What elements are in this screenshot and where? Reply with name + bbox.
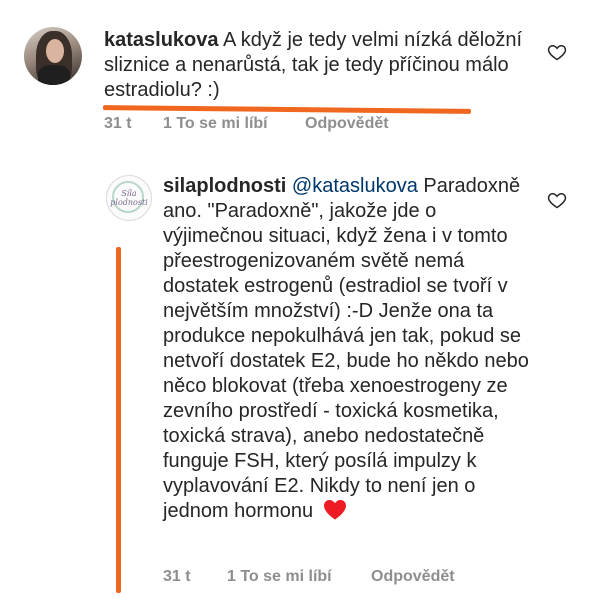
comment-body [104, 28, 524, 103]
comment-username[interactable]: kataslukova [104, 29, 219, 51]
heart-outline-icon[interactable] [547, 42, 567, 62]
reply-mention[interactable]: @kataslukova [291, 175, 418, 197]
reply-button[interactable]: Odpovědět [305, 115, 389, 132]
reply-reply-button[interactable]: Odpovědět [371, 568, 455, 585]
highlight-underline [103, 105, 471, 114]
comment-text: A když je tedy velmi nízká děložní sliznice a nenarůstá, tak je tedy příčinou málo estradiolu? :) [104, 29, 523, 101]
highlight-bar [116, 247, 121, 593]
reply-likes[interactable]: 1 To se mi líbí [227, 568, 332, 585]
red-heart-emoji-icon [323, 499, 347, 520]
heart-outline-icon[interactable] [547, 190, 567, 210]
reply-text: Paradoxně ano. "Paradoxně", jakože jde o výjimečnou situaci, když žena i v tomto přeestrogenizovaném světě nemá dostatek estrogenů (estradiol se tvoří v největším množství) :-D Jenže ona ta produkce nepokulhává jen tak, pokud se netvoří dostatek E2, bude ho někdo nebo něco blokovat (třeba xenoestrogeny ze zevního prostředí - toxická kosmetika, toxická strava), anebo nedostatečně funguje FSH, který posílá impulzy k vyplavování E2. Nikdy to není jen o jednom hormonu [163, 175, 529, 522]
comment-time: 31 t [104, 115, 132, 132]
reply-body [163, 174, 533, 524]
reply-username[interactable]: silaplodnosti [163, 175, 287, 197]
avatar-kataslukova[interactable] [24, 27, 82, 85]
comment-likes[interactable]: 1 To se mi líbí [163, 115, 268, 132]
reply-time: 31 t [163, 568, 191, 585]
avatar-silaplodnosti[interactable] [106, 175, 152, 221]
brand-logo-text: Síla plodnosti [110, 189, 148, 207]
